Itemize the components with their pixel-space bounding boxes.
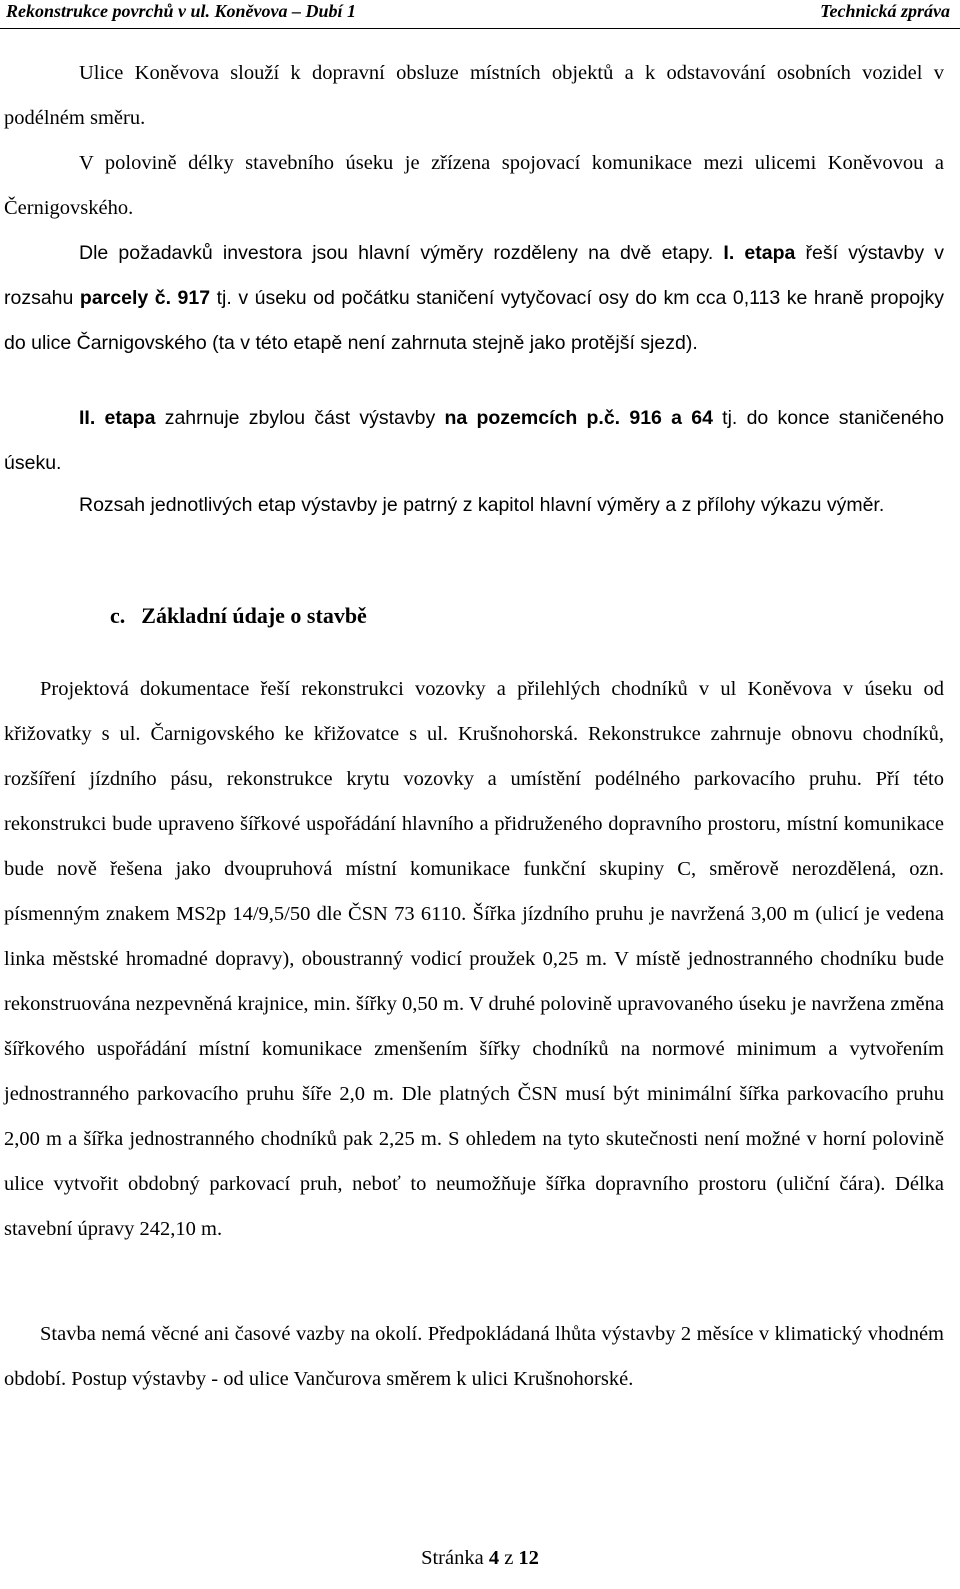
section-heading — [110, 596, 367, 636]
footer-page-number: 4 — [488, 1547, 500, 1569]
section-title: Základní údaje o stavbě — [141, 603, 367, 628]
intro-paragraph-5: Rozsah jednotlivých etap výstavby je patrný z kapitol hlavní výměry a z přílohy výkazu výměr. — [79, 494, 885, 516]
footer-page-total: 12 — [518, 1547, 539, 1569]
footer-prefix: Stránka — [421, 1547, 489, 1569]
intro-p4-stage-2: II. etapa — [79, 407, 156, 429]
intro-paragraph-1: Ulice Koněvova slouží k dopravní obsluze místních objektů a k odstavování osobních vozidel v podélném směru. — [4, 62, 944, 129]
header-document-title: Rekonstrukce povrchů v ul. Koněvova – Dubí 1 — [6, 1, 357, 21]
intro-paragraph-2: V polovině délky stavebního úseku je zřízena spojovací komunikace mezi ulicemi Koněvovou a Černigovského. — [4, 152, 944, 219]
page-header — [0, 0, 960, 29]
intro-p4-text-b: zahrnuje zbylou část výstavby — [155, 407, 445, 429]
section-paragraph-1: Projektová dokumentace řeší rekonstrukci vozovky a přilehlých chodníků v ul Koněvova v úseku od křižovatky s ul. Čarnigovského ke křižovatce s ul. Krušnohorská. Rekonstrukce zahrnuje obnovu chodníků, rozšíření jízdního pásu, rekonstrukce krytu vozovky a umístění podélného parkovacího pruhu. Pří této rekonstrukci bude upraveno šířkové uspořádání hlavního a přidruženého dopravního prostoru, místní komunikace bude nově řešena jako dvoupruhová místní komunikace funkční skupiny C, směrově nerozdělená, ozn. písmenným znakem MS2p 14/9,5/50 dle ČSN 73 6110. Šířka jízdního pruhu je navržená 3,00 m (ulicí je vedena linka městské hromadné dopravy), oboustranný vodicí proužek 0,25 m. V místě jednostranného chodníku bude rekonstruována nezpevněná krajnice, min. šířky 0,50 m. V druhé polovině upravovaného úseku je navržena změna šířkového uspořádání místní komunikace zmenšením šířky chodníků na normové minimum a vytvořením jednostranného parkovacího pruhu šíře 2,0 m. Dle platných ČSN musí být minimální šířka parkovacího pruhu 2,00 m a šířka jednostranného chodníků pak 2,25 m. S ohledem na tyto skutečnosti není možné v horní polovině ulice vytvořit obdobný parkovací pruh, neboť to neumožňuje šířka dopravního prostoru (uliční čára). Délka stavební úpravy 242,10 m. — [4, 678, 944, 1240]
intro-p3-parcel: parcely č. 917 — [79, 287, 211, 309]
intro-p3-text-e: tj. v úseku od počátku staničení vytyčovací osy do km cca 0,113 ke hraně propojky do ulice Čarnigovského (ta v této etapě není zahrnuta stejně jako protější sjezd). — [4, 287, 945, 354]
intro-paragraph-4 — [4, 396, 944, 486]
intro-p3-stage-1: I. etapa — [723, 242, 796, 264]
header-document-type: Technická zpráva — [820, 1, 950, 21]
section-number: c. — [110, 603, 126, 628]
intro-p3-text-a: Dle požadavků investora jsou hlavní výměry rozděleny na dvě etapy. — [79, 242, 724, 264]
intro-p4-text-d: tj. do konce staničeného úseku. — [4, 407, 944, 474]
intro-p3-text-c: řeší výstavby v rozsahu — [4, 242, 945, 309]
footer-separator: z — [499, 1547, 519, 1569]
intro-paragraph-3 — [4, 231, 944, 366]
intro-p4-parcels: na pozemcích p.č. 916 a 64 — [444, 407, 713, 429]
page-footer — [0, 1540, 960, 1576]
section-paragraph-2: Stavba nemá věcné ani časové vazby na okolí. Předpokládaná lhůta výstavby 2 měsíce v klimatický vhodném období. Postup výstavby - od ulice Vančurova směrem k ulici Krušnohorské. — [4, 1323, 944, 1390]
